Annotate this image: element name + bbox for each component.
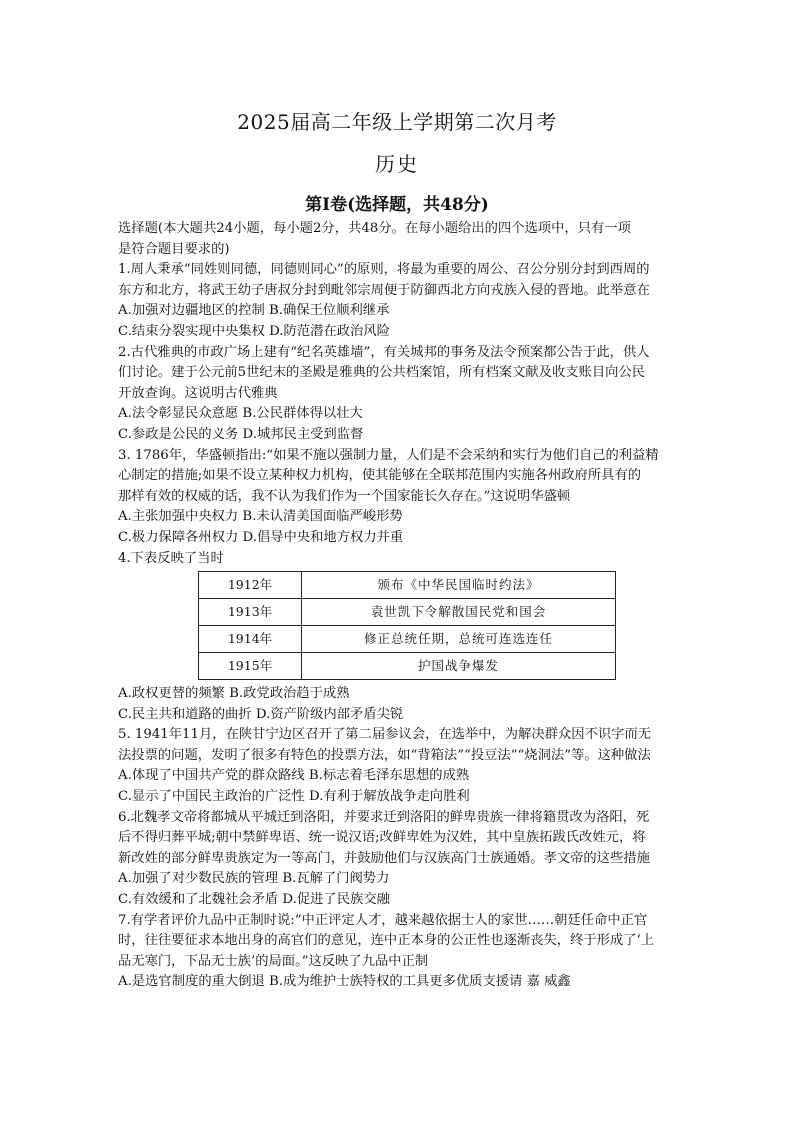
question-1 bbox=[118, 260, 682, 342]
table-row bbox=[199, 626, 616, 653]
question-options-line: C.有效缓和了北魏社会矛盾 D.促进了民族交融 bbox=[118, 892, 390, 908]
table-row bbox=[199, 572, 616, 599]
table-cell-year: 1912年 bbox=[199, 572, 302, 599]
question-stem-line: 东方和北方，将武王幼子唐叔分封到毗邻宗周便于防御西北方向戎族入侵的晋地。此举意在 bbox=[118, 282, 650, 298]
question-options-line: C.民主共和道路的曲折 D.资产阶级内部矛盾尖锐 bbox=[118, 706, 404, 722]
table-cell-year: 1915年 bbox=[199, 653, 302, 680]
question-stem-line: 5. 1941年11月，在陕甘宁边区召开了第二届参议会，在选举中，为解决群众因不识字而无 bbox=[118, 727, 652, 743]
question-2 bbox=[118, 343, 682, 446]
table-cell-event: 颁布《中华民国临时约法》 bbox=[302, 572, 616, 599]
table-cell-year: 1914年 bbox=[199, 626, 302, 653]
table-row bbox=[199, 599, 616, 626]
table-cell-event: 袁世凯下令解散国民党和国会 bbox=[302, 599, 616, 626]
question-content bbox=[118, 219, 682, 993]
question-stem-line: 心制定的措施;如果不设立某种权力机构，使其能够在全联邦范围内实施各州政府所具有的 bbox=[118, 468, 642, 484]
question-6 bbox=[118, 808, 682, 911]
question-stem-line: 后不得归葬平城;朝中禁鲜卑语、统一说汉语;改鲜卑姓为汉姓，其中皇族拓跋氏改姓元，将 bbox=[118, 830, 646, 846]
table-cell-year: 1913年 bbox=[199, 599, 302, 626]
question-options-line: A.是选官制度的重大倒退 B.成为维护士族特权的工具更多优质支援请 嘉 威鑫 bbox=[118, 974, 571, 990]
events-table bbox=[198, 571, 616, 680]
table-cell-event: 修正总统任期，总统可连选连任 bbox=[302, 626, 616, 653]
subject-title: 历史 bbox=[375, 152, 419, 176]
question-7 bbox=[118, 911, 682, 993]
question-5 bbox=[118, 725, 682, 807]
question-options-line: C.结束分裂实现中央集权 D.防范潜在政治风险 bbox=[118, 323, 390, 339]
events-table-wrapper bbox=[198, 571, 616, 680]
instructions-line: 是符合题目要求的) bbox=[118, 241, 230, 257]
question-stem-line: 3. 1786年，华盛顿指出:“如果不施以强制力量，人们是不会采纳和实行为他们自己的利益精 bbox=[118, 447, 659, 463]
question-stem-line: 开放查询。这说明古代雅典 bbox=[118, 385, 278, 401]
table-row bbox=[199, 653, 616, 680]
question-stem-line: 品无寒门，下品无士族’的局面。”这反映了九品中正制 bbox=[118, 953, 429, 969]
question-stem-line: 法投票的问题，发明了很多有特色的投票方法，如“背箱法”“投豆法”“烧洞法”等。这种做法 bbox=[118, 747, 651, 763]
question-options-line: C.显示了中国民主政治的广泛性 D.有利于解放战争走向胜利 bbox=[118, 789, 470, 805]
instructions-line: 选择题(本大题共24小题，每小题2分，共48分。在每小题给出的四个选项中，只有一项 bbox=[118, 221, 631, 236]
question-options-line: C.极力保障各州权力 D.倡导中央和地方权力并重 bbox=[118, 529, 404, 545]
question-options-line: A.加强了对少数民族的管理 B.瓦解了门阀势力 bbox=[118, 871, 390, 887]
table-cell-event: 护国战争爆发 bbox=[302, 653, 616, 680]
question-stem-line: 们讨论。建于公元前5世纪末的圣殿是雅典的公共档案馆，所有档案文献及收支账目向公民 bbox=[118, 365, 646, 381]
question-options-line: A.加强对边疆地区的控制 B.确保王位顺利继承 bbox=[118, 303, 390, 319]
question-stem-line: 1.周人秉承“同姓则同德，同德则同心”的原则，将最为重要的周公、召公分别分封到西周的 bbox=[118, 262, 650, 278]
question-stem-line: 7.有学者评价九品中正制时说:“中正评定人才，越来越依据士人的家世……朝廷任命中正官 bbox=[118, 912, 648, 928]
question-3 bbox=[118, 446, 682, 549]
question-stem-line: 时，往往要征求本地出身的高官们的意见，连中正本身的公正性也逐渐丧失，终于形成了‘上 bbox=[118, 933, 655, 949]
question-stem-line: 4.下表反映了当时 bbox=[118, 550, 224, 566]
question-stem-line: 6.北魏孝文帝将都城从平城迁到洛阳，并要求迁到洛阳的鲜卑贵族一律将籍贯改为洛阳，死 bbox=[118, 809, 650, 825]
question-stem-line: 新改姓的部分鲜卑贵族定为一等高门，并鼓励他们与汉族高门士族通婚。孝文帝的这些措施 bbox=[118, 850, 650, 866]
question-4 bbox=[118, 549, 682, 726]
question-options-line: A.体现了中国共产党的群众路线 B.标志着毛泽东思想的成熟 bbox=[118, 768, 470, 784]
question-options-line: A.法令彰显民众意愿 B.公民群体得以壮大 bbox=[118, 406, 363, 422]
question-stem-line: 那样有效的权威的话，我不认为我们作为一个国家能长久存在。”这说明华盛顿 bbox=[118, 488, 571, 504]
question-options-line: A.主张加强中央权力 B.未认清美国面临严峻形势 bbox=[118, 509, 403, 525]
section-heading: 第I卷(选择题，共48分) bbox=[305, 195, 489, 215]
exam-title: 2025届高二年级上学期第二次月考 bbox=[237, 110, 557, 134]
question-stem-line: 2.古代雅典的市政广场上建有“纪名英雄墙”，有关城邦的事务及法令预案都公告于此，供人 bbox=[118, 344, 650, 360]
question-options-line: A.政权更替的频繁 B.政党政治趋于成熟 bbox=[118, 686, 350, 702]
question-options-line: C.参政是公民的义务 D.城邦民主受到监督 bbox=[118, 426, 364, 442]
